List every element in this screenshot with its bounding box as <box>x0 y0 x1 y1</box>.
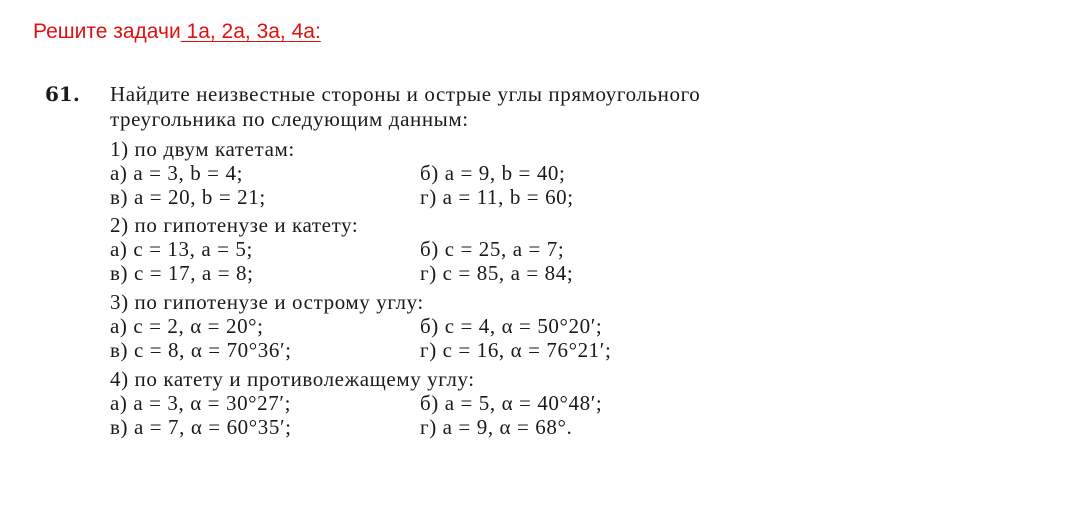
section-3-item-d: г) c = 16, α = 76°21′; <box>420 338 612 362</box>
section-1-item-d: г) a = 11, b = 60; <box>420 185 574 209</box>
section-2-item-c: в) c = 17, a = 8; <box>110 261 254 285</box>
intro-line-1: Найдите неизвестные стороны и острые углы прямоугольного <box>110 82 701 106</box>
section-3-item-b: б) c = 4, α = 50°20′; <box>420 314 603 338</box>
instruction-prefix: Решите задачи <box>33 20 181 43</box>
task-instruction <box>33 20 321 44</box>
section-3-item-c: в) c = 8, α = 70°36′; <box>110 338 292 362</box>
section-4-item-d: г) a = 9, α = 68°. <box>420 415 573 439</box>
section-4-item-b: б) a = 5, α = 40°48′; <box>420 391 603 415</box>
section-1-item-b: б) a = 9, b = 40; <box>420 161 566 185</box>
section-1-title: 1) по двум катетам: <box>110 137 295 161</box>
section-1-item-a: а) a = 3, b = 4; <box>110 161 244 185</box>
instruction-task-list: 1а, 2а, 3а, 4а: <box>180 20 321 43</box>
section-4-item-a: а) a = 3, α = 30°27′; <box>110 391 291 415</box>
problem-number: 61. <box>45 82 80 106</box>
section-3-title: 3) по гипотенузе и острому углу: <box>110 290 424 314</box>
section-3-item-a: а) c = 2, α = 20°; <box>110 314 264 338</box>
section-2-item-a: а) c = 13, a = 5; <box>110 237 253 261</box>
section-4-item-c: в) a = 7, α = 60°35′; <box>110 415 292 439</box>
section-2-item-b: б) c = 25, a = 7; <box>420 237 565 261</box>
section-1-item-c: в) a = 20, b = 21; <box>110 185 266 209</box>
section-4-title: 4) по катету и противолежащему углу: <box>110 367 475 391</box>
intro-line-2: треугольника по следующим данным: <box>110 107 469 131</box>
section-2-title: 2) по гипотенузе и катету: <box>110 213 359 237</box>
section-2-item-d: г) c = 85, a = 84; <box>420 261 574 285</box>
